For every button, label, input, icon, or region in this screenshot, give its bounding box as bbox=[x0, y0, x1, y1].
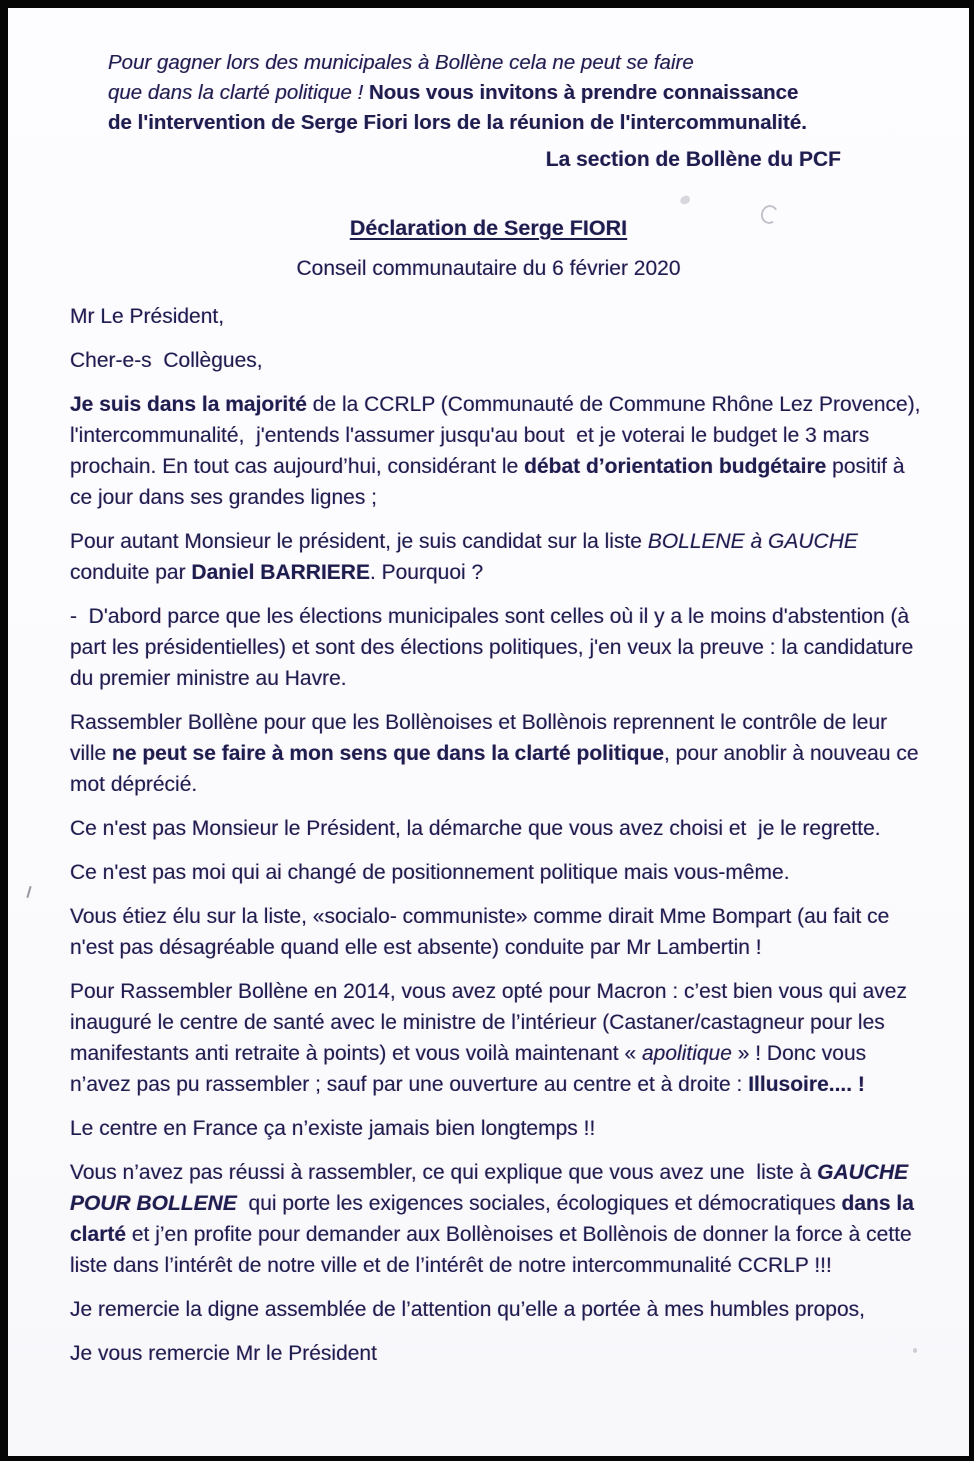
text-run: . Pourquoi ? bbox=[369, 561, 484, 584]
page-title: Déclaration de Serge FIORI bbox=[349, 216, 628, 240]
byline-section-pcf: La section de Bollène du PCF bbox=[545, 148, 841, 171]
text-run: Pour gagner lors des municipales à Bollène cela ne peut se faire que dans la clarté politique ! bbox=[108, 51, 694, 104]
scan-artifact-smudge bbox=[679, 195, 691, 206]
text-run: Vous étiez élu sur la liste, «socialo- communiste» comme dirait Mme Bompart (au fait ce n'est pas désagréable quand elle est absente) conduite par Mr Lambertin ! bbox=[70, 905, 896, 959]
text-run: ne peut se faire à mon sens que dans la clarté politique bbox=[112, 742, 665, 765]
text-run: apolitique bbox=[641, 1042, 732, 1065]
paragraph bbox=[70, 526, 927, 588]
text-run: dans la clarté bbox=[70, 1192, 920, 1246]
paragraph bbox=[70, 1113, 927, 1144]
text-run: » ! Donc vous n’avez pas pu rassembler ; sauf par une ouverture au centre et à droite : bbox=[70, 1042, 872, 1096]
paragraph bbox=[70, 1157, 927, 1281]
text-run: Rassembler Bollène pour que les Bollènoises et Bollènois reprennent le contrôle de leur ville bbox=[70, 711, 893, 765]
text-run: BOLLENE à GAUCHE bbox=[647, 530, 858, 553]
text-run: Daniel BARRIERE bbox=[191, 561, 370, 584]
text-run: de la CCRLP (Communauté de Commune Rhône Lez Provence), l'intercommunalité, j'entends l'assumer jusqu'au bout et je voterai le budget le 3 mars prochain. En tout cas aujourd’hui, considérant le bbox=[70, 393, 927, 478]
paragraph bbox=[70, 707, 927, 800]
text-run: Ce n'est pas Monsieur le Président, la démarche que vous avez choisi et je le regrette. bbox=[70, 817, 881, 840]
text-run: Je vous remercie Mr le Président bbox=[70, 1342, 377, 1365]
text-run: Ce n'est pas moi qui ai changé de positionnement politique mais vous-même. bbox=[70, 861, 790, 884]
text-run: Le centre en France ça n’existe jamais bien longtemps !! bbox=[70, 1117, 596, 1140]
text-run: GAUCHE POUR BOLLENE bbox=[70, 1161, 914, 1215]
paragraph bbox=[70, 389, 927, 513]
text-run: Pour autant Monsieur le président, je suis candidat sur la liste bbox=[70, 530, 648, 553]
paragraph bbox=[70, 345, 927, 376]
text-run: positif à ce jour dans ses grandes lignes ; bbox=[70, 455, 911, 509]
text-run: Illusoire.... ! bbox=[748, 1073, 865, 1096]
text-run: Je remercie la digne assemblée de l’attention qu’elle a portée à mes humbles propos, bbox=[70, 1298, 865, 1321]
paragraph bbox=[70, 301, 927, 332]
text-run: Cher-e-s Collègues, bbox=[70, 349, 263, 372]
paragraph bbox=[70, 601, 927, 694]
text-run: - D'abord parce que les élections municipales sont celles où il y a le moins d'abstention (à part les présidentielles) et sont des élections politiques, j'en veux la preuve : la candidature du premier ministre au Havre. bbox=[70, 605, 920, 690]
paragraph bbox=[70, 1294, 927, 1325]
text-run: Pour Rassembler Bollène en 2014, vous avez opté pour Macron : c’est bien vous qui avez inauguré le centre de santé avec le ministre de l’intérieur (Castaner/castagneur pour les manifestants anti retraite à points) et vous voilà maintenant « bbox=[70, 980, 913, 1065]
text-run: conduite par bbox=[70, 530, 864, 584]
paragraph bbox=[70, 1338, 927, 1369]
text-run: Je suis dans la majorité bbox=[70, 393, 307, 416]
scan-artifact-tick bbox=[26, 886, 31, 898]
text-run: Mr Le Président, bbox=[70, 305, 225, 328]
text-run: qui porte les exigences sociales, écologiques et démocratiques bbox=[236, 1192, 842, 1215]
text-run: , pour anoblir à nouveau ce mot déprécié. bbox=[70, 742, 925, 796]
paragraph bbox=[70, 901, 927, 963]
paragraph bbox=[70, 857, 927, 888]
text-run: et j’en profite pour demander aux Bollènoises et Bollènois de donner la force à cette liste dans l’intérêt de notre ville et de l’intérêt de notre intercommunalité CCRLP !!! bbox=[70, 1223, 918, 1277]
document-page bbox=[8, 8, 969, 1456]
document-body bbox=[70, 301, 927, 1369]
text-run: Vous n’avez pas réussi à rassembler, ce qui explique que vous avez une liste à bbox=[70, 1161, 818, 1184]
paragraph bbox=[70, 813, 927, 844]
intro-paragraph bbox=[108, 48, 929, 138]
paragraph bbox=[70, 976, 927, 1100]
text-run: débat d’orientation budgétaire bbox=[524, 455, 827, 478]
page-subtitle: Conseil communautaire du 6 février 2020 bbox=[296, 257, 681, 280]
text-run: Nous vous invitons à prendre connaissance de l'intervention de Serge Fiori lors de la réunion de l'intercommunalité. bbox=[108, 81, 807, 134]
